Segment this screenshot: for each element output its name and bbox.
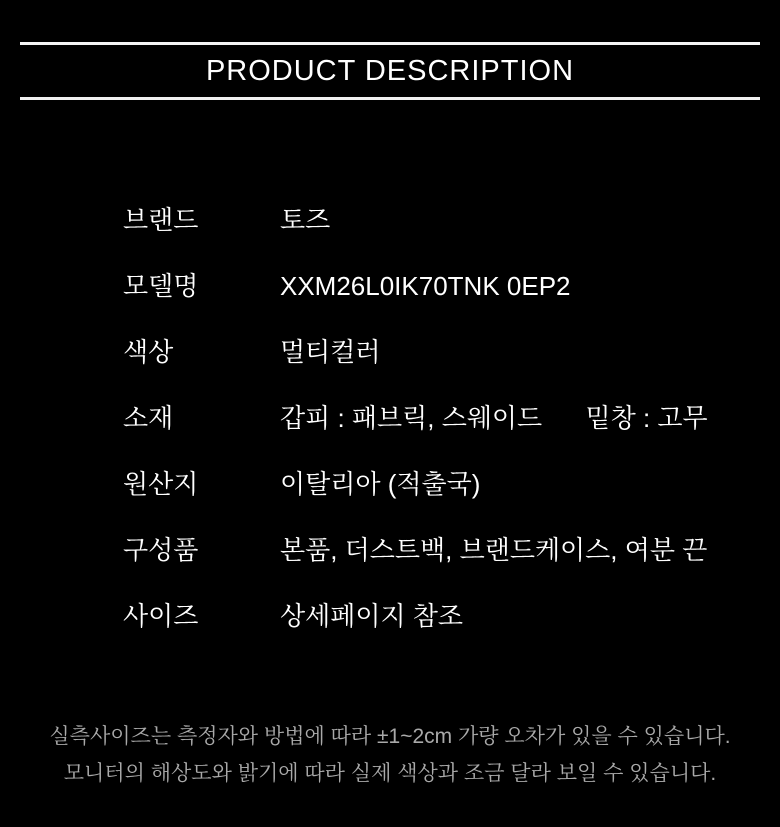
spec-label-components: 구성품 bbox=[123, 535, 199, 565]
spec-label-size: 사이즈 bbox=[123, 601, 199, 631]
spec-label-brand: 브랜드 bbox=[123, 205, 199, 235]
product-description-header bbox=[20, 42, 760, 100]
disclaimer-note-color: 모니터의 해상도와 밝기에 따라 실제 색상과 조금 달라 보일 수 있습니다. bbox=[63, 762, 717, 785]
disclaimer-note-size: 실측사이즈는 측정자와 방법에 따라 ±1~2cm 가량 오차가 있을 수 있습니다. bbox=[49, 725, 731, 748]
spec-value-brand: 토즈 bbox=[280, 205, 331, 235]
spec-label-model: 모델명 bbox=[123, 271, 199, 301]
product-description-page bbox=[0, 42, 780, 827]
spec-row-model bbox=[123, 266, 780, 301]
spec-row-size bbox=[123, 596, 780, 631]
spec-label-color: 색상 bbox=[123, 337, 174, 367]
spec-row-origin bbox=[123, 464, 780, 499]
spec-row-material bbox=[123, 398, 780, 433]
spec-value-color: 멀티컬러 bbox=[280, 337, 381, 367]
spec-table bbox=[123, 200, 780, 631]
spec-value-origin: 이탈리아 (적출국) bbox=[280, 469, 481, 499]
spec-value-model: XXM26L0IK70TNK 0EP2 bbox=[280, 271, 571, 301]
spec-value-components: 본품, 더스트백, 브랜드케이스, 여분 끈 bbox=[280, 535, 708, 565]
spec-row-components bbox=[123, 530, 780, 565]
page-title: PRODUCT DESCRIPTION bbox=[205, 54, 575, 87]
spec-label-origin: 원산지 bbox=[123, 469, 199, 499]
spec-value-size: 상세페이지 참조 bbox=[280, 601, 464, 631]
spec-label-material: 소재 bbox=[123, 403, 174, 433]
disclaimer-footer bbox=[0, 718, 780, 792]
spec-value-material: 갑피 : 패브릭, 스웨이드 밑창 : 고무 bbox=[280, 403, 708, 433]
spec-row-color bbox=[123, 332, 780, 367]
spec-row-brand bbox=[123, 200, 780, 235]
